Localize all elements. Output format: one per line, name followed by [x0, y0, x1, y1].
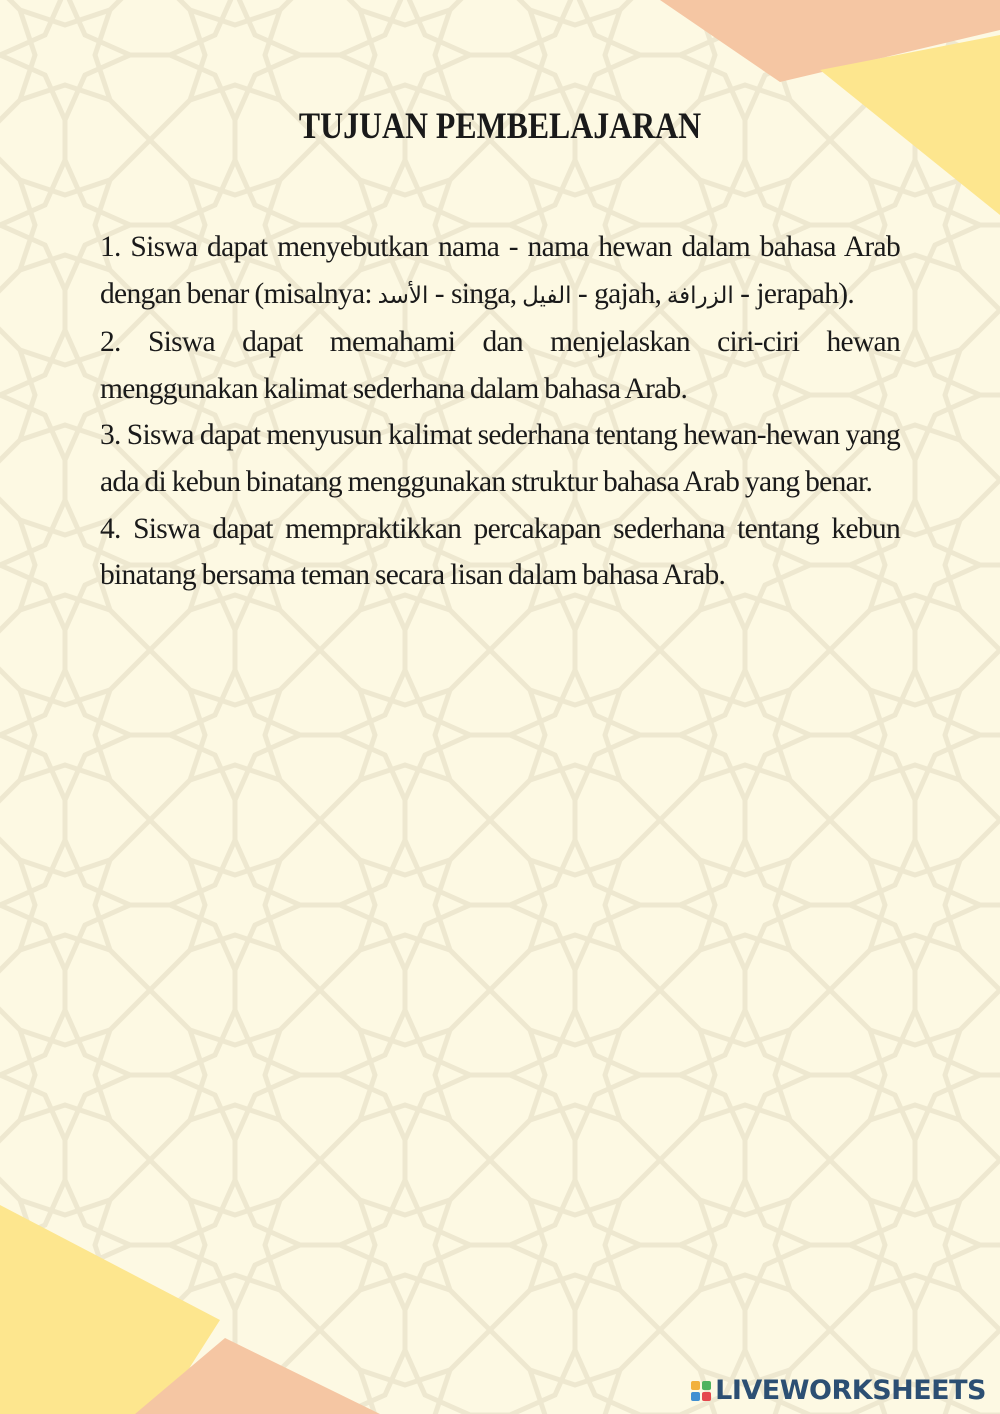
arabic-word-giraffe: الزرافة [666, 282, 734, 309]
objective-1-text-start: 1. Siswa dapat menyebutkan nama - nama hewan dalam bahasa Arab dengan benar (misalnya: [100, 231, 900, 310]
objective-item-2: 2. Siswa dapat memahami dan menjelaskan ciri-ciri hewan menggunakan kalimat sederhana dalam bahasa Arab. [100, 326, 900, 405]
arabic-word-elephant: الفيل [522, 282, 572, 309]
objective-item-3: 3. Siswa dapat menyusun kalimat sederhana tentang hewan-hewan yang ada di kebun binatang menggunakan struktur bahasa Arab yang benar. [100, 419, 900, 498]
objective-1-text-end: - jerapah). [733, 277, 855, 310]
arabic-word-lion: الأسد [377, 282, 429, 309]
objective-1-text-mid-1: - singa, [428, 277, 523, 310]
objectives-list [100, 224, 900, 599]
objective-1-text-mid-2: - gajah, [571, 277, 667, 310]
liveworksheets-logo-icon [691, 1381, 711, 1401]
page-title: TUJUAN PEMBELAJARAN [298, 106, 702, 147]
objective-item-4: 4. Siswa dapat mempraktikkan percakapan sederhana tentang kebun binatang bersama teman secara lisan dalam bahasa Arab. [100, 512, 900, 592]
liveworksheets-watermark[interactable] [691, 1375, 986, 1406]
watermark-text: LIVEWORKSHEETS [715, 1375, 986, 1406]
objective-item-1 [100, 224, 900, 319]
